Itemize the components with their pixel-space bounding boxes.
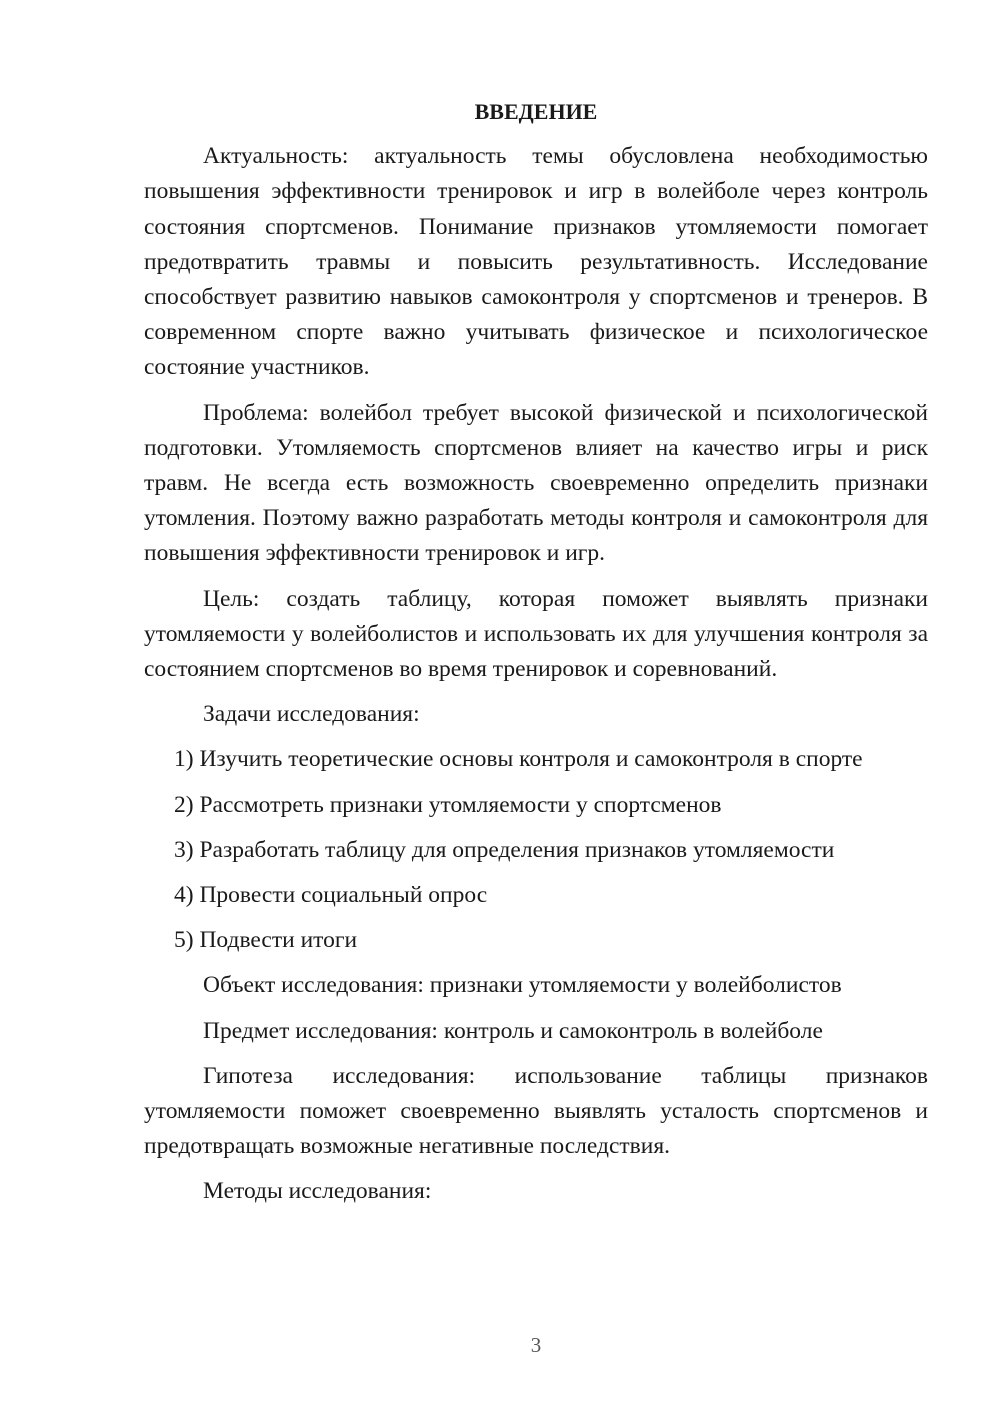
subject-paragraph: Предмет исследования: контроль и самоконтроль в волейболе bbox=[203, 1017, 823, 1044]
goal-paragraph: Цель: создать таблицу, которая поможет выявлять признаки утомляемости у волейболистов и использовать их для улучшения контроля за состоянием спортсменов во время тренировок и соревнований. bbox=[144, 585, 928, 683]
task-item-3: 3) Разработать таблицу для определения признаков утомляемости bbox=[174, 836, 835, 863]
document-title: ВВЕДЕНИЕ bbox=[474, 99, 598, 124]
task-item-1: 1) Изучить теоретические основы контроля и самоконтроля в спорте bbox=[174, 746, 863, 773]
task-item-4: 4) Провести социальный опрос bbox=[174, 882, 488, 909]
hypothesis-paragraph: Гипотеза исследования: использование таблицы признаков утомляемости поможет своевременно выявлять усталость спортсменов и предотвращать возможные негативные последствия. bbox=[144, 1062, 928, 1160]
object-paragraph: Объект исследования: признаки утомляемости у волейболистов bbox=[203, 972, 842, 999]
problem-paragraph: Проблема: волейбол требует высокой физической и психологической подготовки. Утомляемость спортсменов влияет на качество игры и риск травм. Не всегда есть возможность своевременно определить признаки утомления. Поэтому важно разработать методы контроля и самоконтроля для повышения эффективности тренировок и игр. bbox=[144, 399, 928, 567]
task-item-2: 2) Рассмотреть признаки утомляемости у спортсменов bbox=[174, 791, 722, 818]
tasks-list bbox=[144, 742, 928, 958]
relevance-paragraph: Актуальность: актуальность темы обусловлена необходимостью повышения эффективности тренировок и игр в волейболе через контроль состояния спортсменов. Понимание признаков утомляемости помогает предотвратить травмы и повысить результативность. Исследование способствует развитию навыков самоконтроля у спортсменов и тренеров. В современном спорте важно учитывать физическое и психологическое состояние участников. bbox=[144, 143, 928, 381]
methods-paragraph: Методы исследования: bbox=[203, 1178, 432, 1205]
task-item-5: 5) Подвести итоги bbox=[174, 927, 358, 954]
document-page bbox=[144, 94, 928, 1220]
tasks-heading: Задачи исследования: bbox=[203, 701, 420, 728]
page-number: 3 bbox=[530, 1333, 542, 1357]
